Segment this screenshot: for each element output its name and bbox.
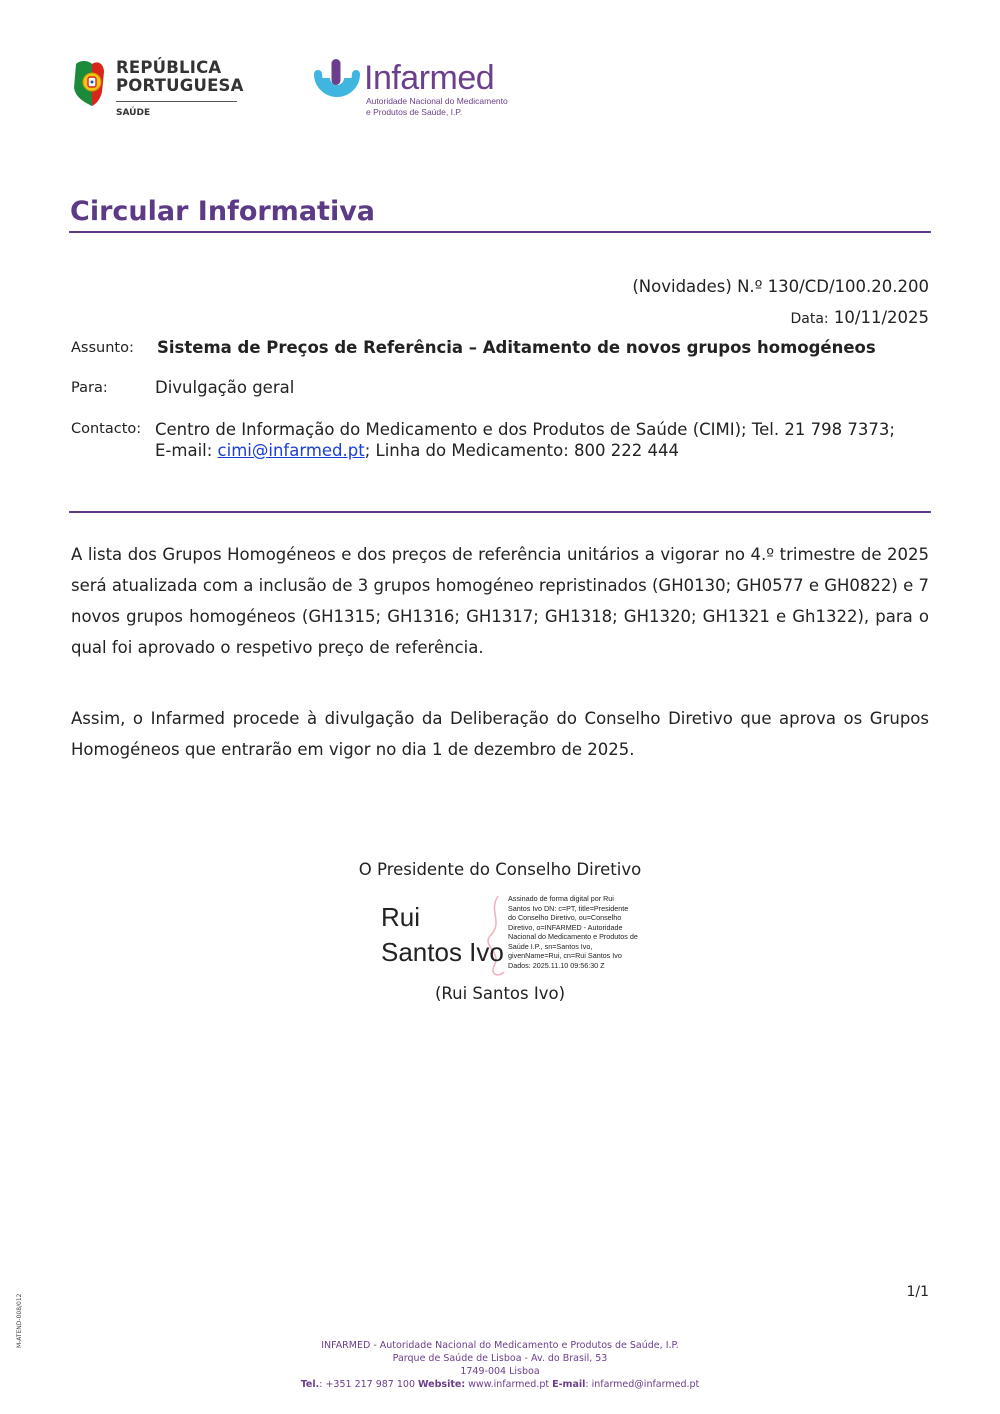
signed-last-name: Santos Ivo (381, 937, 504, 967)
to-value: Divulgação geral (155, 378, 295, 397)
signature-title: O Presidente do Conselho Diretivo (358, 860, 642, 879)
subject-text: Sistema de Preços de Referência – Aditamento de novos grupos homogéneos (157, 338, 876, 357)
footer-line3: 1749-004 Lisboa (460, 1366, 540, 1377)
signed-first-name: Rui (381, 902, 421, 932)
infarmed-wordmark: Infarmed (364, 59, 495, 97)
reference-number: (Novidades) N.º 130/CD/100.20.200 (632, 277, 929, 296)
signatory-name: (Rui Santos Ivo) (434, 984, 566, 1003)
date-value: 10/11/2025 (833, 308, 929, 327)
page-number: 1/1 (906, 1284, 929, 1300)
infarmed-symbol-icon (314, 58, 360, 104)
document-title: Circular Informativa (70, 196, 376, 227)
infarmed-subtitle-1: Autoridade Nacional do Medicamento (366, 96, 508, 106)
republica-department: SAÚDE (116, 108, 151, 118)
footer-line1: INFARMED - Autoridade Nacional do Medicamento e Produtos de Saúde, I.P. (321, 1340, 679, 1351)
body-paragraph-1: A lista dos Grupos Homogéneos e dos preços de referência unitários a vigorar no 4.º trimestre de 2025 será atualizada com a inclusão de 3 grupos homogéneo repristinados (GH0130; GH0577 e GH0822) e 7 novos grupos homogéneos (GH1315; GH1316; GH1317; GH1318; GH1320; GH1321 e Gh1322), para o qual foi aprovado o respetivo preço de referência. (71, 545, 929, 657)
contact-line2-suffix: ; Linha do Medicamento: 800 222 444 (364, 441, 680, 460)
footer-website-label: Website: (418, 1379, 466, 1390)
header-bottom-rule (69, 511, 931, 513)
to-label: Para: (71, 380, 108, 396)
footer-line2: Parque de Saúde de Lisboa - Av. do Brasil, 53 (392, 1353, 608, 1364)
contact-email-prefix: E-mail: (155, 441, 213, 460)
footer-contacts (0, 1378, 1000, 1391)
contact-label: Contacto: (71, 421, 142, 437)
portugal-emblem-icon (70, 58, 108, 108)
footer-email-label: E-mail (552, 1379, 586, 1390)
contact-email-link[interactable]: cimi@infarmed.pt (217, 441, 365, 460)
infarmed-logo (314, 58, 508, 120)
republica-line1: REPÚBLICA (116, 58, 222, 77)
republica-portuguesa-logo (70, 56, 245, 122)
footer-website-value[interactable]: www.infarmed.pt (468, 1379, 550, 1390)
body-paragraph-2: Assim, o Infarmed procede à divulgação da Deliberação do Conselho Diretivo que aprova os Grupos Homogéneos que entrarão em vigor no dia 1 de dezembro de 2025. (71, 709, 929, 759)
footer-tel-value: : +351 217 987 100 (319, 1379, 416, 1390)
infarmed-subtitle-2: e Produtos de Saúde, I.P. (366, 107, 463, 117)
contact-line1: Centro de Informação do Medicamento e dos Produtos de Saúde (CIMI); Tel. 21 798 7373; (155, 420, 895, 439)
digital-signature-details: Assinado de forma digital por Rui Santos Ivo DN: c=PT, title=Presidente do Conselho Diretivo, ou=Conselho Diretivo, o=INFARMED - Autoridade Nacional do Medicamento e Produtos de Saúde I.P., sn=Santos Ivo, givenName=Rui, cn=Rui Santos Ivo Dados: 2025.11.10 09:56:30 Z (508, 894, 638, 970)
subject-label: Assunto: (71, 340, 134, 356)
footer-email-value[interactable]: : infarmed@infarmed.pt (585, 1379, 700, 1390)
document-date (790, 308, 929, 327)
form-code: M-ATEND-008/012 (16, 1293, 23, 1348)
contact-details (155, 419, 931, 461)
title-rule (69, 231, 931, 233)
signed-name (381, 900, 504, 970)
republica-line2: PORTUGUESA (116, 76, 244, 95)
footer-tel-label: Tel. (300, 1379, 320, 1390)
logo-divider (116, 101, 237, 102)
date-label: Data: (790, 311, 829, 327)
